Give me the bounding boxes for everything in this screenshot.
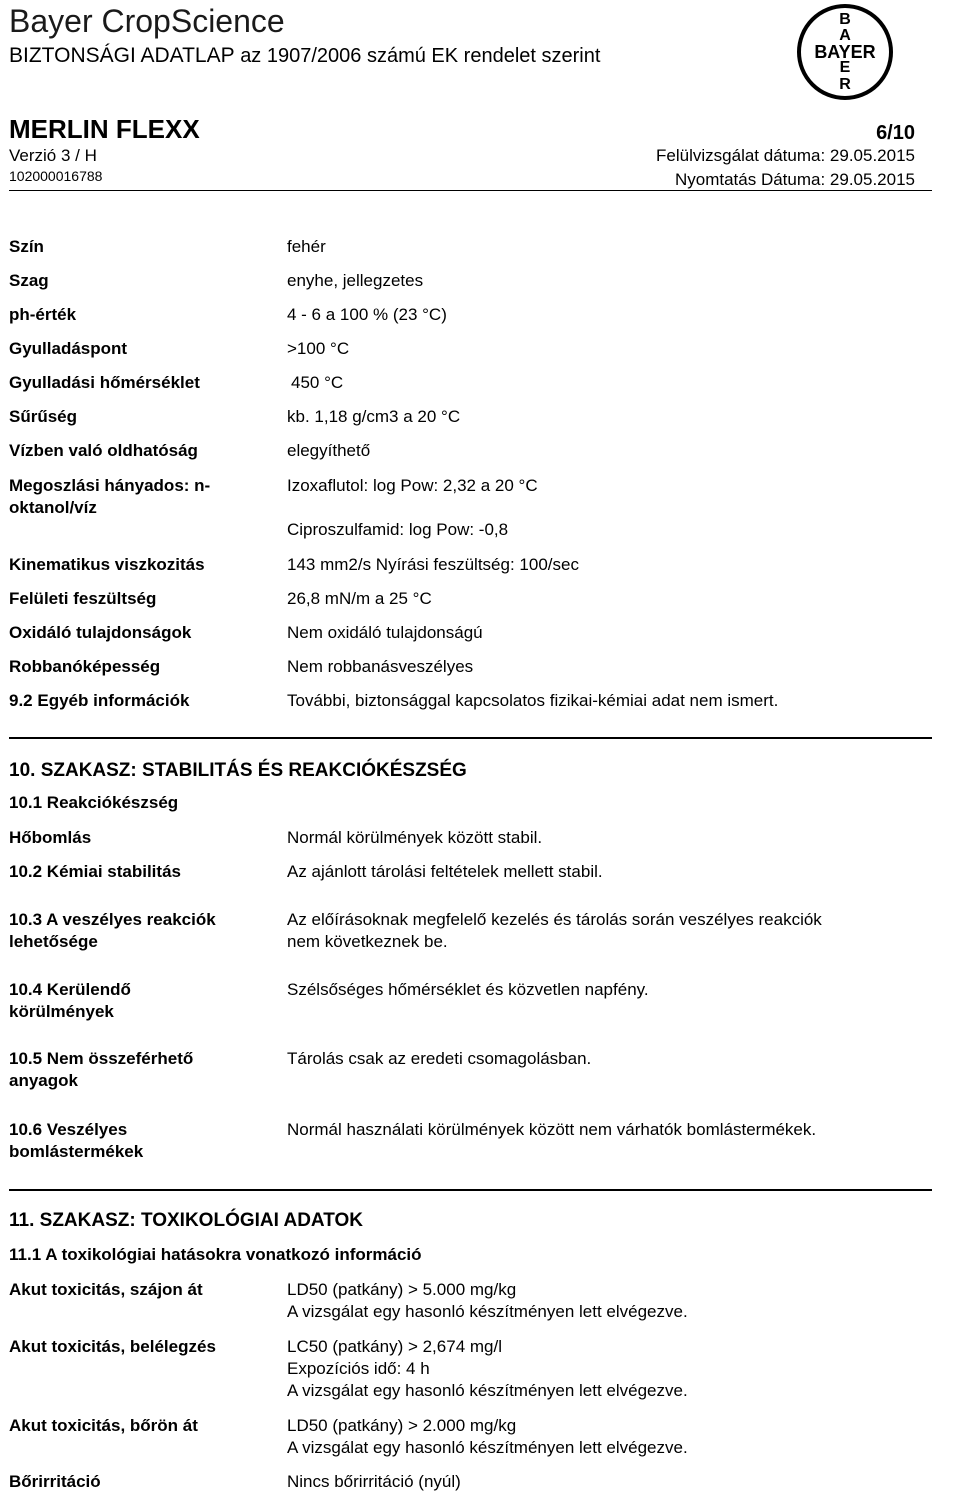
svg-text:R: R (839, 76, 851, 93)
property-label: Sűrűség (9, 407, 78, 426)
property-label: 9.2 Egyéb információk (9, 691, 190, 710)
stability-label: 10.6 Veszélyes bomlástermékek (9, 1120, 144, 1161)
property-value: 450 °C (291, 373, 344, 392)
section-divider (9, 737, 932, 739)
toxicity-label: Bőrirritáció (9, 1472, 101, 1491)
toxicity-label: Akut toxicitás, szájon át (9, 1280, 203, 1299)
section-divider (9, 1189, 932, 1191)
property-value: Izoxaflutol: log Pow: 2,32 a 20 °C Ciproszulfamid: log Pow: -0,8 (287, 476, 538, 539)
section-11-title: 11. SZAKASZ: TOXIKOLÓGIAI ADATOK (9, 1210, 363, 1231)
stability-value: Szélsőséges hőmérséklet és közvetlen napfény. (287, 980, 649, 999)
toxicity-label: Akut toxicitás, bőrön át (9, 1416, 198, 1435)
stability-label: 10.5 Nem összeférhető anyagok (9, 1049, 194, 1090)
company-name: Bayer CropScience (9, 3, 285, 39)
property-label: Szag (9, 271, 49, 290)
revision-date: Felülvizsgálat dátuma: 29.05.2015 (656, 146, 915, 165)
property-value: elegyíthető (287, 441, 371, 460)
doc-type: BIZTONSÁGI ADATLAP (9, 44, 235, 67)
subsection-10-1: 10.1 Reakciókészség (9, 793, 179, 812)
property-value: kb. 1,18 g/cm3 a 20 °C (287, 407, 461, 426)
stability-label: 10.4 Kerülendő körülmények (9, 980, 131, 1021)
logo-text: BAYER (814, 42, 876, 62)
toxicity-value: LD50 (patkány) > 5.000 mg/kg A vizsgálat egy hasonló készítményen lett elvégezve. (287, 1280, 688, 1321)
stability-value: Az ajánlott tárolási feltételek mellett stabil. (287, 862, 603, 881)
property-label: Megoszlási hányados: n- oktanol/víz (9, 476, 211, 517)
toxicity-label: Akut toxicitás, belélegzés (9, 1337, 216, 1356)
property-label: Gyulladási hőmérséklet (9, 373, 200, 392)
toxicity-value: LC50 (patkány) > 2,674 mg/l Expozíciós idő: 4 h A vizsgálat egy hasonló készítményen lett elvégezve. (287, 1337, 688, 1400)
stability-value: Normál körülmények között stabil. (287, 828, 543, 847)
section-10-title: 10. SZAKASZ: STABILITÁS ÉS REAKCIÓKÉSZSÉG (9, 760, 467, 781)
property-value: fehér (287, 237, 326, 256)
version: Verzió 3 / H (9, 146, 97, 165)
property-value: >100 °C (287, 339, 350, 358)
product-name: MERLIN FLEXX (9, 114, 200, 144)
property-value: További, biztonsággal kapcsolatos fizikai-kémiai adat nem ismert. (287, 691, 779, 710)
print-date: Nyomtatás Dátuma: 29.05.2015 (674, 170, 915, 189)
stability-label: 10.2 Kémiai stabilitás (9, 862, 181, 881)
property-label: ph-érték (9, 305, 77, 324)
property-value: Nem oxidáló tulajdonságú (287, 623, 483, 642)
toxicity-value: LD50 (patkány) > 2.000 mg/kg A vizsgálat egy hasonló készítményen lett elvégezve. (287, 1416, 688, 1457)
property-value: 26,8 mN/m a 25 °C (287, 589, 432, 608)
stability-value: Normál használati körülmények között nem várhatók bomlástermékek. (287, 1120, 817, 1139)
property-label: Felületi feszültség (9, 589, 157, 608)
property-label: Szín (9, 237, 44, 256)
page-number: 6/10 (876, 122, 915, 144)
property-label: Kinematikus viszkozitás (9, 555, 205, 574)
svg-text:B: B (839, 11, 851, 28)
svg-text:A: A (839, 27, 851, 44)
subsection-11-1: 11.1 A toxikológiai hatásokra vonatkozó információ (9, 1245, 422, 1264)
property-value: 4 - 6 a 100 % (23 °C) (287, 305, 447, 324)
property-label: Gyulladáspont (9, 339, 128, 358)
property-label: Oxidáló tulajdonságok (9, 623, 192, 642)
header-divider (9, 190, 932, 191)
stability-value: Tárolás csak az eredeti csomagolásban. (287, 1049, 592, 1068)
bayer-cross-logo (795, 2, 895, 102)
property-label: Vízben való oldhatóság (9, 441, 198, 460)
property-label: Robbanóképesség (9, 657, 161, 676)
toxicity-value: Nincs bőrirritáció (nyúl) (287, 1472, 461, 1491)
document-subtitle (9, 44, 600, 68)
property-value: Nem robbanásveszélyes (287, 657, 474, 676)
property-value: enyhe, jellegzetes (287, 271, 424, 290)
property-value: 143 mm2/s Nyírási feszültség: 100/sec (287, 555, 579, 574)
stability-label: Hőbomlás (9, 828, 92, 847)
regulation: az 1907/2006 számú EK rendelet szerint (240, 45, 601, 67)
product-code: 102000016788 (9, 168, 103, 184)
stability-label: 10.3 A veszélyes reakciók lehetősége (9, 910, 216, 951)
stability-value: Az előírásoknak megfelelő kezelés és tárolás során veszélyes reakciók nem következnek be. (287, 910, 822, 951)
svg-text:E: E (839, 59, 851, 76)
